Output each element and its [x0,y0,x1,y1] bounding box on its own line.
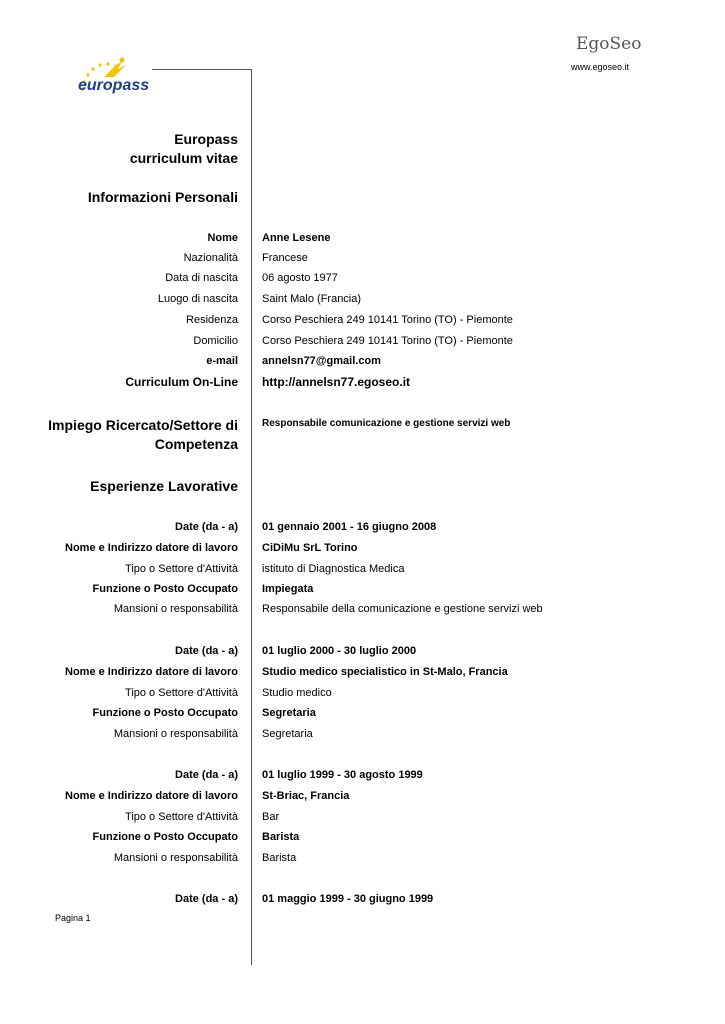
value-duties: Responsabile della comunicazione e gestione servizi web [262,603,543,615]
value-dates: 01 luglio 2000 - 30 luglio 2000 [262,645,417,657]
value-position: Barista [262,831,300,843]
value-residenza: Corso Peschiera 249 10141 Torino (TO) - Piemonte [262,314,513,326]
value-employer: St-Briac, Francia [262,790,350,802]
label-sector: Tipo o Settore d'Attività [125,687,238,699]
value-sector: Studio medico [262,687,332,699]
label-nazionalita: Nazionalità [183,252,238,264]
label-email: e-mail [206,355,238,367]
label-dates: Date (da - a) [175,645,238,657]
label-dates: Date (da - a) [175,769,238,781]
value-curriculum-online[interactable]: http://annelsn77.egoseo.it [262,375,411,389]
page-number: Pagina 1 [55,913,91,923]
label-dates: Date (da - a) [175,893,238,905]
value-dates: 01 gennaio 2001 - 16 giugno 2008 [262,521,437,533]
label-duties: Mansioni o responsabilità [113,603,238,615]
label-duties: Mansioni o responsabilità [113,852,238,864]
section-heading-personal: Informazioni Personali [87,189,238,205]
label-dates: Date (da - a) [175,521,238,533]
value-dates: 01 luglio 1999 - 30 agosto 1999 [262,769,423,781]
egoseo-logo: EgoSeo [576,34,642,54]
label-data-nascita: Data di nascita [165,272,238,284]
label-sector: Tipo o Settore d'Attività [125,811,238,823]
value-duties: Barista [262,852,297,864]
label-curriculum-online: Curriculum On-Line [125,375,238,389]
cv-title-line2: curriculum vitae [129,150,238,166]
label-position: Funzione o Posto Occupato [92,707,238,719]
label-position: Funzione o Posto Occupato [92,583,238,595]
label-domicilio: Domicilio [193,335,238,347]
value-data-nascita: 06 agosto 1977 [262,272,338,284]
label-employer: Nome e Indirizzo datore di lavoro [65,666,238,678]
value-domicilio: Corso Peschiera 249 10141 Torino (TO) - Piemonte [262,335,513,347]
value-duties: Segretaria [262,728,313,740]
value-employer: CiDiMu SrL Torino [262,542,358,554]
column-divider [251,70,252,965]
label-residenza: Residenza [186,314,238,326]
europass-logo-text: europass [78,77,150,94]
cv-title-line1: Europass [174,131,238,147]
value-email[interactable]: annelsn77@gmail.com [262,355,381,367]
value-position: Segretaria [262,707,316,719]
value-nome: Anne Lesene [262,232,331,244]
value-dates: 01 maggio 1999 - 30 giugno 1999 [262,893,434,905]
label-sector: Tipo o Settore d'Attività [125,563,238,575]
section-heading-job-line1: Impiego Ricercato/Settore di [48,417,238,433]
section-heading-experience: Esperienze Lavorative [90,478,238,494]
europass-logo [74,55,154,100]
value-sector: istituto di Diagnostica Medica [262,563,405,575]
site-url[interactable]: www.egoseo.it [571,62,630,72]
label-duties: Mansioni o responsabilità [113,728,238,740]
label-position: Funzione o Posto Occupato [92,831,238,843]
value-luogo-nascita: Saint Malo (Francia) [262,293,362,305]
section-heading-job-line2: Competenza [154,436,238,452]
label-employer: Nome e Indirizzo datore di lavoro [65,790,238,802]
value-employer: Studio medico specialistico in St-Malo, Francia [262,666,508,678]
value-job-sought: Responsabile comunicazione e gestione servizi web [262,418,511,429]
label-employer: Nome e Indirizzo datore di lavoro [65,542,238,554]
label-nome: Nome [207,232,238,244]
header-rule [152,69,252,70]
value-nazionalita: Francese [262,252,308,264]
label-luogo-nascita: Luogo di nascita [157,293,238,305]
value-position: Impiegata [262,583,314,595]
value-sector: Bar [262,811,280,823]
